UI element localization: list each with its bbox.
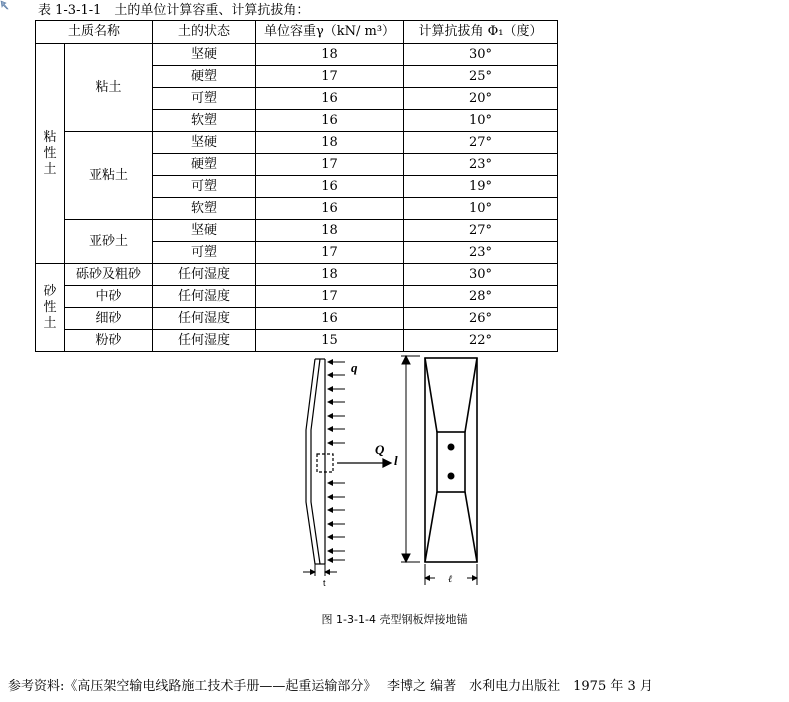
table-row — [36, 44, 558, 66]
load-q-label: q — [351, 360, 358, 375]
cell-state: 硬塑 — [153, 66, 256, 88]
subgroup-name: 砾砂及粗砂 — [65, 264, 153, 286]
cell-angle: 26° — [404, 308, 558, 330]
subgroup-name: 粉砂 — [65, 330, 153, 352]
anchor-figure — [295, 352, 495, 592]
figure-caption: 图 1-3-1-4 壳型钢板焊接地锚 — [321, 613, 468, 626]
header-uplift-angle: 计算抗拔角 Φ₁（度） — [404, 21, 558, 44]
reference-line: 参考资料:《高压架空输电线路施工技术手册——起重运输部分》 李博之 编著 水利电力出版社 1975 年 3 月 — [8, 679, 653, 694]
header-unit-weight: 单位容重γ（kN/ m³） — [256, 21, 404, 44]
soil-parameter-table — [35, 20, 558, 352]
table-header-row — [36, 21, 558, 44]
cell-weight: 18 — [256, 44, 404, 66]
subgroup-name: 亚粘土 — [65, 132, 153, 220]
cell-angle: 10° — [404, 198, 558, 220]
pin-icon — [0, 0, 10, 10]
cell-angle: 27° — [404, 132, 558, 154]
cell-state: 硬塑 — [153, 154, 256, 176]
width-label: ℓ — [448, 574, 453, 585]
cell-state: 坚硬 — [153, 132, 256, 154]
cell-weight: 18 — [256, 220, 404, 242]
cell-state: 任何湿度 — [153, 286, 256, 308]
cell-angle: 10° — [404, 110, 558, 132]
cell-weight: 16 — [256, 88, 404, 110]
distributed-load-arrows — [328, 362, 345, 560]
cell-state: 坚硬 — [153, 44, 256, 66]
cell-weight: 18 — [256, 132, 404, 154]
length-l-label: l — [394, 453, 398, 468]
cell-state: 软塑 — [153, 110, 256, 132]
subgroup-name: 中砂 — [65, 286, 153, 308]
table-row — [36, 330, 558, 352]
cell-state: 可塑 — [153, 176, 256, 198]
bolt-hole-lower — [448, 473, 455, 480]
cell-weight: 16 — [256, 308, 404, 330]
cell-angle: 27° — [404, 220, 558, 242]
table-row — [36, 264, 558, 286]
cell-angle: 30° — [404, 44, 558, 66]
cell-angle: 22° — [404, 330, 558, 352]
length-dimension — [401, 356, 420, 562]
cell-weight: 18 — [256, 264, 404, 286]
force-Q-label: Q — [375, 442, 385, 457]
subgroup-name: 亚砂土 — [65, 220, 153, 264]
subgroup-name: 粘土 — [65, 44, 153, 132]
category-sandy-soil: 砂 性 土 — [36, 264, 65, 352]
cell-weight: 16 — [256, 198, 404, 220]
bolt-hole-upper — [448, 444, 455, 451]
table-row — [36, 132, 558, 154]
force-q-arrow — [337, 459, 391, 467]
table-row — [36, 286, 558, 308]
table-caption: 表 1-3-1-1 土的单位计算容重、计算抗拔角： — [38, 3, 310, 18]
cell-weight: 17 — [256, 286, 404, 308]
header-soil-name: 土质名称 — [36, 21, 153, 44]
cell-weight: 16 — [256, 176, 404, 198]
front-view-plate — [425, 358, 477, 562]
cell-state: 可塑 — [153, 242, 256, 264]
cell-state: 可塑 — [153, 88, 256, 110]
cell-state: 任何湿度 — [153, 330, 256, 352]
cell-state: 任何湿度 — [153, 308, 256, 330]
side-view-plate — [306, 359, 333, 564]
header-soil-state: 土的状态 — [153, 21, 256, 44]
cell-state: 坚硬 — [153, 220, 256, 242]
cell-weight: 17 — [256, 242, 404, 264]
cell-weight: 17 — [256, 154, 404, 176]
thickness-dimension — [303, 564, 337, 576]
table-row — [36, 308, 558, 330]
cell-weight: 17 — [256, 66, 404, 88]
cell-state: 软塑 — [153, 198, 256, 220]
cell-weight: 16 — [256, 110, 404, 132]
cell-weight: 15 — [256, 330, 404, 352]
cell-angle: 30° — [404, 264, 558, 286]
thickness-t-label: t — [323, 578, 326, 588]
subgroup-name: 细砂 — [65, 308, 153, 330]
category-cohesive-soil: 粘 性 土 — [36, 44, 65, 264]
cell-angle: 23° — [404, 154, 558, 176]
cell-angle: 25° — [404, 66, 558, 88]
cell-angle: 19° — [404, 176, 558, 198]
cell-angle: 23° — [404, 242, 558, 264]
cell-state: 任何湿度 — [153, 264, 256, 286]
cell-angle: 20° — [404, 88, 558, 110]
table-row — [36, 220, 558, 242]
cell-angle: 28° — [404, 286, 558, 308]
